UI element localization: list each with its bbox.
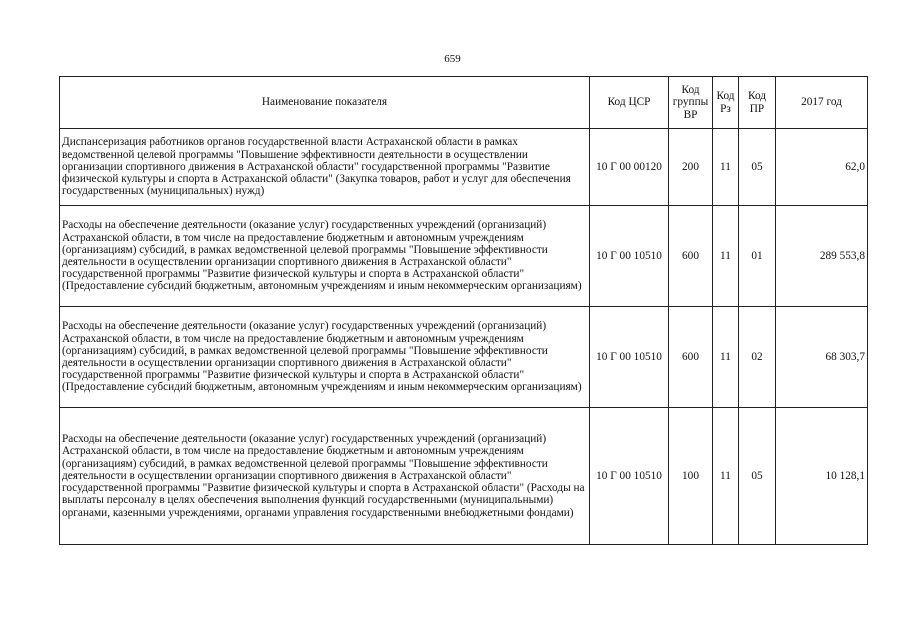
- header-year: 2017 год: [776, 77, 868, 129]
- pr-code: 01: [739, 206, 776, 307]
- year-amount: 10 128,1: [776, 408, 868, 545]
- header-indicator-name: Наименование показателя: [60, 77, 590, 129]
- indicator-name: Расходы на обеспечение деятельности (оказание услуг) государственных учреждений (организаций) Астраханской области, в том числе на предоставление бюджетным и автономным учреждениям (организациям) субсидий, в рамках ведомственной целевой программы "Повышение эффективности деятельности в осуществлении организации спортивного движения в Астраханской области" государственной программы "Развитие физической культуры и спорта в Астраханской области" (Предоставление субсидий бюджетным, автономным учреждениям и иным некоммерческим организациям): [60, 307, 590, 408]
- table-row: [60, 206, 868, 307]
- year-amount: 289 553,8: [776, 206, 868, 307]
- csr-code: 10 Г 00 10510: [590, 307, 669, 408]
- vr-code: 200: [669, 129, 713, 206]
- budget-table: [59, 76, 868, 545]
- header-rz-code: Код Рз: [713, 77, 739, 129]
- year-amount: 68 303,7: [776, 307, 868, 408]
- vr-code: 600: [669, 206, 713, 307]
- csr-code: 10 Г 00 10510: [590, 206, 669, 307]
- pr-code: 02: [739, 307, 776, 408]
- year-amount: 62,0: [776, 129, 868, 206]
- table-row: [60, 129, 868, 206]
- rz-code: 11: [713, 206, 739, 307]
- header-csr-code: Код ЦСР: [590, 77, 669, 129]
- header-pr-code: Код ПР: [739, 77, 776, 129]
- table-header-row: [60, 77, 868, 129]
- table-row: [60, 408, 868, 545]
- vr-code: 100: [669, 408, 713, 545]
- indicator-name: Диспансеризация работников органов государственной власти Астраханской области в рамках ведомственной целевой программы "Повышение эффективности деятельности в осуществлении организации спортивного движения в Астраханской области" государственной программы "Развитие физической культуры и спорта в Астраханской области" (Закупка товаров, работ и услуг для обеспечения государственных (муниципальных) нужд): [60, 129, 590, 206]
- header-vr-code: Код группы ВР: [669, 77, 713, 129]
- pr-code: 05: [739, 129, 776, 206]
- indicator-name: Расходы на обеспечение деятельности (оказание услуг) государственных учреждений (организаций) Астраханской области, в том числе на предоставление бюджетным и автономным учреждениям (организациям) субсидий, в рамках ведомственной целевой программы "Повышение эффективности деятельности в осуществлении организации спортивного движения в Астраханской области" государственной программы "Развитие физической культуры и спорта в Астраханской области" (Предоставление субсидий бюджетным, автономным учреждениям и иным некоммерческим организациям): [60, 206, 590, 307]
- pr-code: 05: [739, 408, 776, 545]
- indicator-name: Расходы на обеспечение деятельности (оказание услуг) государственных учреждений (организаций) Астраханской области, в том числе на предоставление бюджетным и автономным учреждениям (организациям) субсидий, в рамках ведомственной целевой программы "Повышение эффективности деятельности в осуществлении организации спортивного движения в Астраханской области" государственной программы "Развитие физической культуры и спорта в Астраханской области" (Расходы на выплаты персоналу в целях обеспечения выполнения функций государственными (муниципальными) органами, казенными учреждениями, органами управления государственными внебюджетными фондами): [60, 408, 590, 545]
- page-number: 659: [444, 53, 461, 65]
- table-row: [60, 307, 868, 408]
- rz-code: 11: [713, 129, 739, 206]
- rz-code: 11: [713, 307, 739, 408]
- csr-code: 10 Г 00 00120: [590, 129, 669, 206]
- csr-code: 10 Г 00 10510: [590, 408, 669, 545]
- vr-code: 600: [669, 307, 713, 408]
- rz-code: 11: [713, 408, 739, 545]
